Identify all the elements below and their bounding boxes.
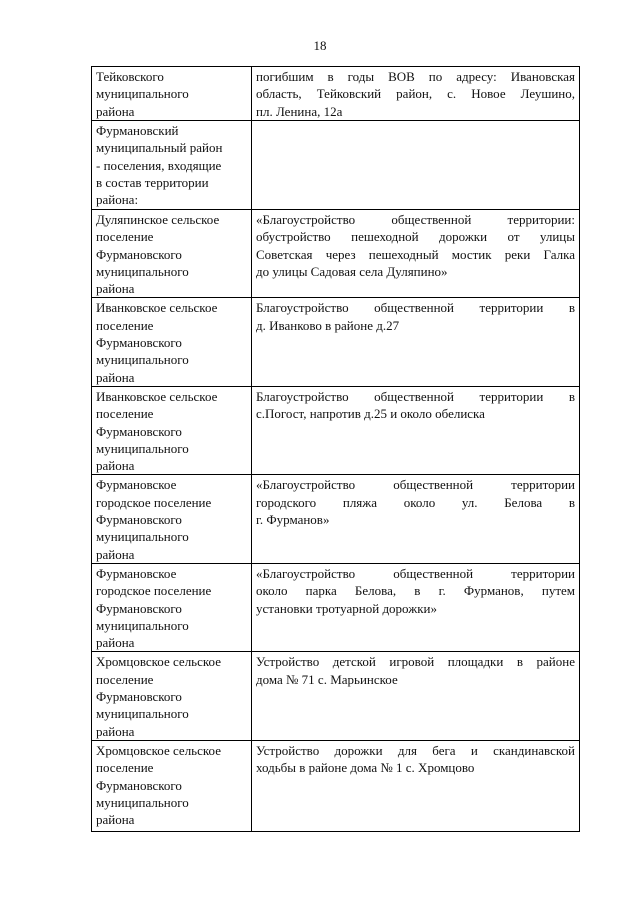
project-text-line: до улицы Садовая села Дуляпино» (256, 263, 448, 279)
municipality-text-line: - поселения, входящие (96, 157, 222, 173)
municipality-text-line: Фурмановский (96, 123, 179, 138)
municipality-text-line: поселение (96, 760, 154, 776)
project-text-line: «Благоустройство общественной территории (256, 565, 575, 581)
project-cell (252, 121, 580, 210)
table-row (92, 210, 580, 298)
municipality-cell (92, 740, 252, 831)
table-row (92, 67, 580, 121)
municipality-text-line: Фурмановское (96, 477, 177, 493)
project-text-line: Благоустройство общественной территории в (256, 388, 575, 404)
municipality-text-line: Фурмановского (96, 777, 182, 793)
municipality-text-line: Хромцовское сельское (96, 654, 221, 670)
municipality-text-line: муниципального (96, 529, 189, 545)
municipality-text-line: района (96, 281, 135, 297)
projects-table-body (92, 67, 580, 832)
project-text-line: Устройство детской игровой площадки в районе (256, 654, 575, 670)
municipality-text-line: Фурмановского (96, 423, 182, 439)
municipality-text-line: Иванковское сельское (96, 300, 218, 316)
municipality-text-line: Иванковское сельское (96, 388, 218, 404)
project-text-line: обустройство пешеходной дорожки от улицы (256, 229, 575, 245)
municipality-text-line: района (96, 369, 135, 385)
project-text-line: погибшим в годы ВОВ по адресу: Ивановская (256, 69, 575, 84)
municipality-text-line: района (96, 812, 135, 828)
page-number: 18 (313, 38, 327, 53)
project-cell (252, 67, 580, 121)
project-cell (252, 298, 580, 386)
table-row (92, 475, 580, 563)
municipality-cell (92, 386, 252, 474)
municipality-cell (92, 475, 252, 563)
municipality-text-line: поселение (96, 671, 154, 687)
municipality-text-line: Фурмановского (96, 689, 182, 705)
project-text-line: городского пляжа около ул. Белова в (256, 494, 575, 510)
project-cell (252, 475, 580, 563)
municipality-cell (92, 67, 252, 121)
municipality-cell (92, 121, 252, 210)
municipality-text-line: Хромцовское сельское (96, 742, 221, 758)
municipality-text-line: Фурмановского (96, 512, 182, 528)
project-cell (252, 652, 580, 740)
table-row (92, 298, 580, 386)
project-text-line: Советская через пешеходный мостик реки Галка (256, 246, 575, 262)
municipality-text-line: муниципального (96, 263, 189, 279)
project-text-line: ходьбы в районе дома № 1 с. Хромцово (256, 760, 475, 776)
municipality-text-line: Дуляпинское сельское (96, 212, 220, 227)
municipality-text-line: муниципальный район (96, 140, 223, 156)
project-cell (252, 210, 580, 298)
municipality-text-line: муниципального (96, 440, 189, 456)
project-text-line: «Благоустройство общественной территории: (256, 212, 575, 227)
table-row (92, 740, 580, 831)
municipality-text-line: района (96, 546, 135, 562)
table-row (92, 121, 580, 210)
municipality-text-line: муниципального (96, 794, 189, 810)
table-row (92, 652, 580, 740)
municipality-text-line: Фурмановское (96, 565, 177, 581)
municipality-text-line: района: (96, 192, 139, 208)
municipality-text-line: Фурмановского (96, 246, 182, 262)
project-text-line: пл. Ленина, 12а (256, 103, 343, 119)
municipality-text-line: поселение (96, 406, 154, 422)
municipality-text-line: муниципального (96, 352, 189, 368)
project-text-line: установки тротуарной дорожки» (256, 600, 437, 616)
project-text-line: дома № 71 с. Марьинское (256, 671, 398, 687)
municipality-text-line: поселение (96, 317, 154, 333)
municipality-cell (92, 563, 252, 651)
project-text-line: с.Погост, напротив д.25 и около обелиска (256, 406, 485, 422)
table-row (92, 563, 580, 651)
project-text-line: г. Фурманов» (256, 512, 330, 528)
municipality-text-line: муниципального (96, 706, 189, 722)
project-text-line: «Благоустройство общественной территории (256, 477, 575, 493)
municipality-text-line: городское поселение (96, 494, 212, 510)
project-cell (252, 386, 580, 474)
municipality-cell (92, 652, 252, 740)
municipality-text-line: поселение (96, 229, 154, 245)
municipality-text-line: района (96, 635, 135, 651)
municipality-cell (92, 298, 252, 386)
project-text-line: д. Иванково в районе д.27 (256, 317, 400, 333)
municipality-text-line: района (96, 458, 135, 474)
municipality-text-line: городское поселение (96, 583, 212, 599)
project-text-line: около парка Белова, в г. Фурманов, путем (256, 583, 575, 599)
municipality-text-line: муниципального (96, 86, 189, 102)
municipality-text-line: в состав территории (96, 174, 209, 190)
project-text-line: Благоустройство общественной территории в (256, 300, 575, 316)
municipality-cell (92, 210, 252, 298)
municipality-text-line: Фурмановского (96, 335, 182, 351)
municipality-text-line: Фурмановского (96, 600, 182, 616)
municipality-text-line: района (96, 723, 135, 739)
project-text-line: область, Тейковский район, с. Новое Леушино, (256, 86, 575, 102)
table-row (92, 386, 580, 474)
municipality-text-line: Тейковского (96, 69, 164, 84)
project-cell (252, 740, 580, 831)
project-text-line: Устройство дорожки для бега и скандинавской (256, 742, 575, 758)
project-cell (252, 563, 580, 651)
projects-table (91, 66, 580, 832)
municipality-text-line: района (96, 103, 135, 119)
municipality-text-line: муниципального (96, 617, 189, 633)
